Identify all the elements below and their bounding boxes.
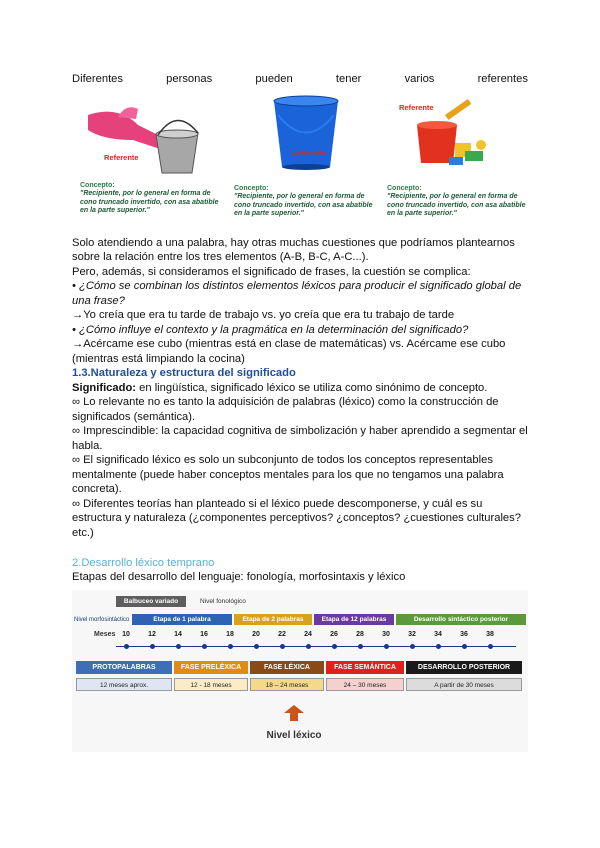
body-example: →Yo creía que era tu tarde de trabajo vs. yo creía que era tu trabajo de tarde [72, 309, 455, 321]
paragraph-line: etc.) [72, 527, 94, 539]
body-example: (mientras está limpiando la cocina) [72, 353, 245, 365]
concept-title: Concepto: [80, 182, 115, 189]
month-tick-dot [306, 644, 311, 649]
section-subtitle: Etapas del desarrollo del lenguaje: fonología, morfosintaxis y léxico [72, 571, 406, 583]
meses-label: Meses [94, 631, 116, 638]
section-heading: 1.3.Naturaleza y estructura del significado [72, 367, 296, 379]
range-lexica: 18 – 24 meses [250, 678, 324, 691]
phase-protopalabras: PROTOPALABRAS [76, 661, 172, 674]
range-semantica: 24 – 30 meses [326, 678, 404, 691]
concept-caption [80, 182, 226, 216]
concept-text: "Recipiente, por lo general en forma de cono truncado invertido, con asa abatible en la parte superior." [387, 193, 526, 218]
month-tick-dot [332, 644, 337, 649]
nivel-lexico-label: Nivel léxico [266, 730, 322, 741]
range-desarrollo-posterior: A partir de 30 meses [406, 678, 522, 691]
glove-bucket-illustration [78, 95, 226, 175]
body-line: Pero, además, si consideramos el significado de frases, la cuestión se complica: [72, 266, 471, 278]
month-tick-label: 30 [382, 631, 390, 638]
body-question: una frase? [72, 295, 125, 307]
nivel-morfo-label: Nivel morfosintáctico [74, 617, 130, 623]
body-example: →Acércame ese cubo (mientras está en clase de matemáticas) vs. Acércame ese cubo [72, 338, 506, 350]
intro-word: personas [166, 73, 213, 85]
development-timeline [72, 590, 528, 752]
month-tick-dot [384, 644, 389, 649]
month-tick-dot [124, 644, 129, 649]
phase-semantica: FASE SEMÁNTICA [326, 661, 404, 674]
month-tick-label: 14 [174, 631, 182, 638]
concept-caption [387, 185, 527, 219]
concept-title: Concepto: [387, 185, 422, 192]
month-tick-dot [202, 644, 207, 649]
image-glove-bucket [78, 95, 226, 215]
definition-text: en lingüística, significado léxico se utiliza como sinónimo de concepto. [136, 382, 488, 394]
month-tick-dot [358, 644, 363, 649]
nivel-fonologico-label: Nivel fonológico [200, 598, 246, 605]
month-tick-label: 16 [200, 631, 208, 638]
range-prelexica: 12 - 18 meses [174, 678, 248, 691]
body-question: • ¿Cómo se combinan los distintos elementos léxicos para producir el significado global de [72, 280, 522, 292]
concept-caption [234, 185, 380, 219]
intro-line [72, 72, 528, 86]
month-tick-dot [254, 644, 259, 649]
month-tick-label: 24 [304, 631, 312, 638]
paragraph-line: concreta). [72, 483, 122, 495]
image-toy-bucket [385, 95, 528, 218]
paragraph-line: ∞ Imprescindible: la capacidad cognitiva de simbolización y haber aprendido a segmentar el [72, 425, 528, 437]
paragraph-line: ∞ El significado léxico es solo un subconjunto de todos los conceptos representables [72, 454, 493, 466]
month-tick-label: 22 [278, 631, 286, 638]
month-tick-dot [436, 644, 441, 649]
month-tick-dot [280, 644, 285, 649]
month-tick-label: 10 [122, 631, 130, 638]
month-tick-label: 26 [330, 631, 338, 638]
body-question: • ¿Cómo influye el contexto y la pragmática en la determinación del significado? [72, 324, 469, 336]
paragraph-line: habla. [72, 440, 103, 452]
range-protopalabras: 12 meses aprox. [76, 678, 172, 691]
paragraph-line: mentalmente (puede haber conceptos mentales para los que no tengamos una palabra [72, 469, 504, 481]
referente-label: Referente [292, 149, 327, 158]
paragraph-line: ∞ Diferentes teorías han planteado si el léxico puede descomponerse, y cuál es su [72, 498, 483, 510]
month-tick-dot [176, 644, 181, 649]
up-arrow-icon [282, 704, 306, 722]
intro-word: referentes [477, 73, 528, 85]
month-tick-label: 38 [486, 631, 494, 638]
intro-word: varios [404, 73, 435, 85]
definition [72, 381, 528, 395]
desarrollo-tag: Desarrollo sintáctico posterior [396, 614, 526, 625]
paragraph-line: ∞ Lo relevante no es tanto la adquisición de palabras (léxico) como la construcción de [72, 396, 499, 408]
month-tick-label: 18 [226, 631, 234, 638]
intro-word: pueden [255, 73, 293, 85]
blue-bucket-illustration [232, 95, 380, 175]
etapa-12-tag: Etapa de 12 palabras [314, 614, 394, 625]
month-tick-dot [150, 644, 155, 649]
month-tick-label: 20 [252, 631, 260, 638]
phase-desarrollo-posterior: DESARROLLO POSTERIOR [406, 661, 522, 674]
body-line: Solo atendiendo a una palabra, hay otras muchas cuestiones que podríamos plantearnos [72, 237, 515, 249]
paragraph-line: significados (semántica). [72, 411, 196, 423]
concept-text: "Recipiente, por lo general en forma de cono truncado invertido, con asa abatible en la parte superior." [234, 193, 373, 218]
month-tick-dot [462, 644, 467, 649]
etapa-1-tag: Etapa de 1 palabra [132, 614, 232, 625]
body-line: sobre la relación entre los tres elementos (A-B, B-C, A-C...). [72, 251, 369, 263]
section-heading: 2.Desarrollo léxico temprano [72, 557, 215, 569]
etapa-2-tag: Etapa de 2 palabras [234, 614, 312, 625]
month-tick-label: 28 [356, 631, 364, 638]
referente-label: Referente [399, 103, 434, 112]
month-tick-dot [228, 644, 233, 649]
image-blue-bucket [232, 95, 380, 218]
month-tick-label: 12 [148, 631, 156, 638]
phase-prelexica: FASE PRELÉXICA [174, 661, 248, 674]
month-tick-label: 34 [434, 631, 442, 638]
definition-term: Significado: [72, 382, 137, 394]
intro-word: tener [335, 73, 362, 85]
concept-title: Concepto: [234, 185, 269, 192]
month-tick-dot [410, 644, 415, 649]
balbuceo-tag: Balbuceo variado [116, 596, 186, 607]
intro-word: Diferentes [72, 73, 123, 85]
phase-lexica: FASE LÉXICA [250, 661, 324, 674]
referente-label: Referente [104, 153, 139, 162]
month-tick-dot [488, 644, 493, 649]
month-tick-label: 32 [408, 631, 416, 638]
month-tick-label: 36 [460, 631, 468, 638]
paragraph-line: estructura y naturaleza (¿componentes perceptivos? ¿conceptos? ¿cuestiones culturales? [72, 512, 521, 524]
concept-text: "Recipiente, por lo general en forma de cono truncado invertido, con asa abatible en la parte superior." [80, 190, 219, 215]
